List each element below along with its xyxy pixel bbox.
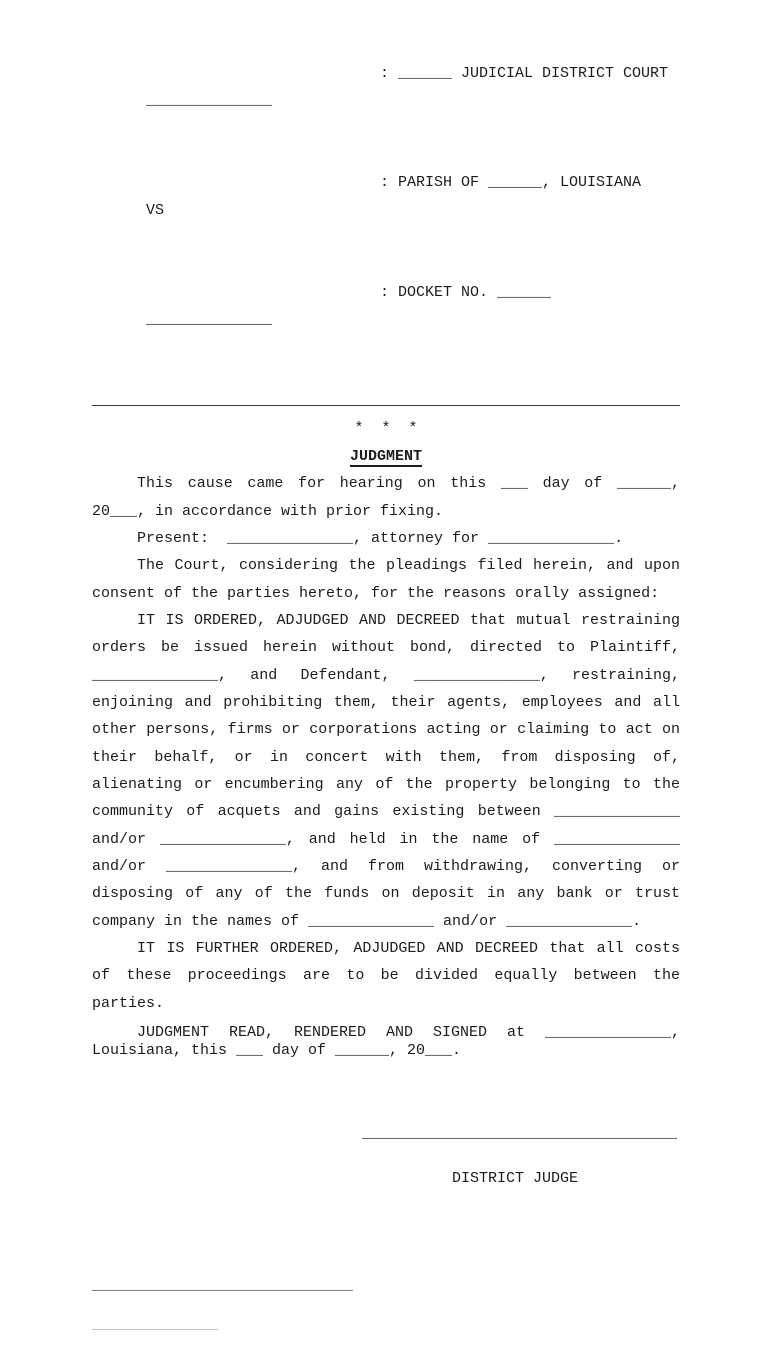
caption-row-vs xyxy=(92,169,680,278)
text-line: parties. xyxy=(92,994,165,1012)
caption-divider-rule xyxy=(92,388,680,415)
text-line: of these proceedings are to be divided equally between the xyxy=(92,967,680,985)
paragraph-present xyxy=(92,525,680,552)
plaintiff-name-blank: ______________ xyxy=(146,92,273,110)
text-line: community of acquets and gains existing between ______________ xyxy=(92,803,680,821)
district-judge-label: DISTRICT JUDGE xyxy=(452,1170,579,1188)
text-line: 20___, in accordance with prior fixing. xyxy=(92,502,444,520)
paragraph-opening xyxy=(92,470,680,525)
paragraph-ordered-decreed xyxy=(92,607,680,935)
case-caption xyxy=(92,60,680,388)
defendant-name-blank: ______________ xyxy=(146,311,273,329)
vs-label: VS xyxy=(146,201,165,219)
text-line: other persons, firms or corporations acting or claiming to act on xyxy=(92,721,680,739)
text-line: This cause came for hearing on this ___ day of ______, xyxy=(137,475,680,493)
text-line: IT IS FURTHER ORDERED, ADJUDGED AND DECREED that all costs xyxy=(137,940,680,957)
attorney-signature-block xyxy=(92,1253,680,1357)
title-row xyxy=(92,443,680,470)
paragraph-further-ordered xyxy=(92,935,680,1017)
attorney-signature-blank: _____________________________ xyxy=(92,1277,354,1295)
judge-signature-line-blank: ___________________________________ xyxy=(362,1125,678,1143)
text-line: and/or ______________, and from withdrawing, converting or xyxy=(92,857,680,875)
text-line: disposing of any of the funds on deposit in any bank or trust xyxy=(92,885,680,903)
text-line: company in the names of ______________ and/or ______________. xyxy=(92,912,642,930)
text-line: Present: ______________, attorney for ______________. xyxy=(137,529,624,547)
caption-row-plaintiff xyxy=(92,60,680,169)
text-line: IT IS ORDERED, ADJUDGED AND DECREED that mutual restraining xyxy=(137,611,680,629)
judge-signature-block xyxy=(92,1096,680,1216)
text-line: and/or ______________, and held in the name of ______________ xyxy=(92,830,680,848)
text-line: alienating or encumbering any of the property belonging to the xyxy=(92,775,680,793)
paragraph-court-considering xyxy=(92,552,680,607)
asterisk-separator: * * * xyxy=(354,420,418,438)
text-line: consent of the parties hereto, for the reasons orally assigned: xyxy=(92,584,660,602)
parish-line: : PARISH OF ______, LOUISIANA xyxy=(380,174,642,192)
text-line: orders be issued herein without bond, directed to Plaintiff, xyxy=(92,639,680,657)
court-name-line: : ______ JUDICIAL DISTRICT COURT xyxy=(380,65,669,82)
paragraph-read-rendered-signed xyxy=(92,1024,680,1059)
caption-row-defendant xyxy=(92,279,680,388)
text-line: enjoining and prohibiting them, their agents, employees and all xyxy=(92,693,680,711)
attorney-name-blank: ______________ xyxy=(92,1316,219,1334)
judgment-title: JUDGMENT xyxy=(349,447,422,465)
text-line: JUDGMENT READ, RENDERED AND SIGNED at ______________, xyxy=(137,1024,680,1042)
text-line: their behalf, or in concert with them, from disposing of, xyxy=(92,748,680,766)
text-line: The Court, considering the pleadings filed herein, and upon xyxy=(137,557,680,575)
docket-number-line: : DOCKET NO. ______ xyxy=(380,283,552,301)
text-line: Louisiana, this ___ day of ______, 20___. xyxy=(92,1041,462,1059)
text-line: ______________, and Defendant, ______________, restraining, xyxy=(92,666,680,684)
